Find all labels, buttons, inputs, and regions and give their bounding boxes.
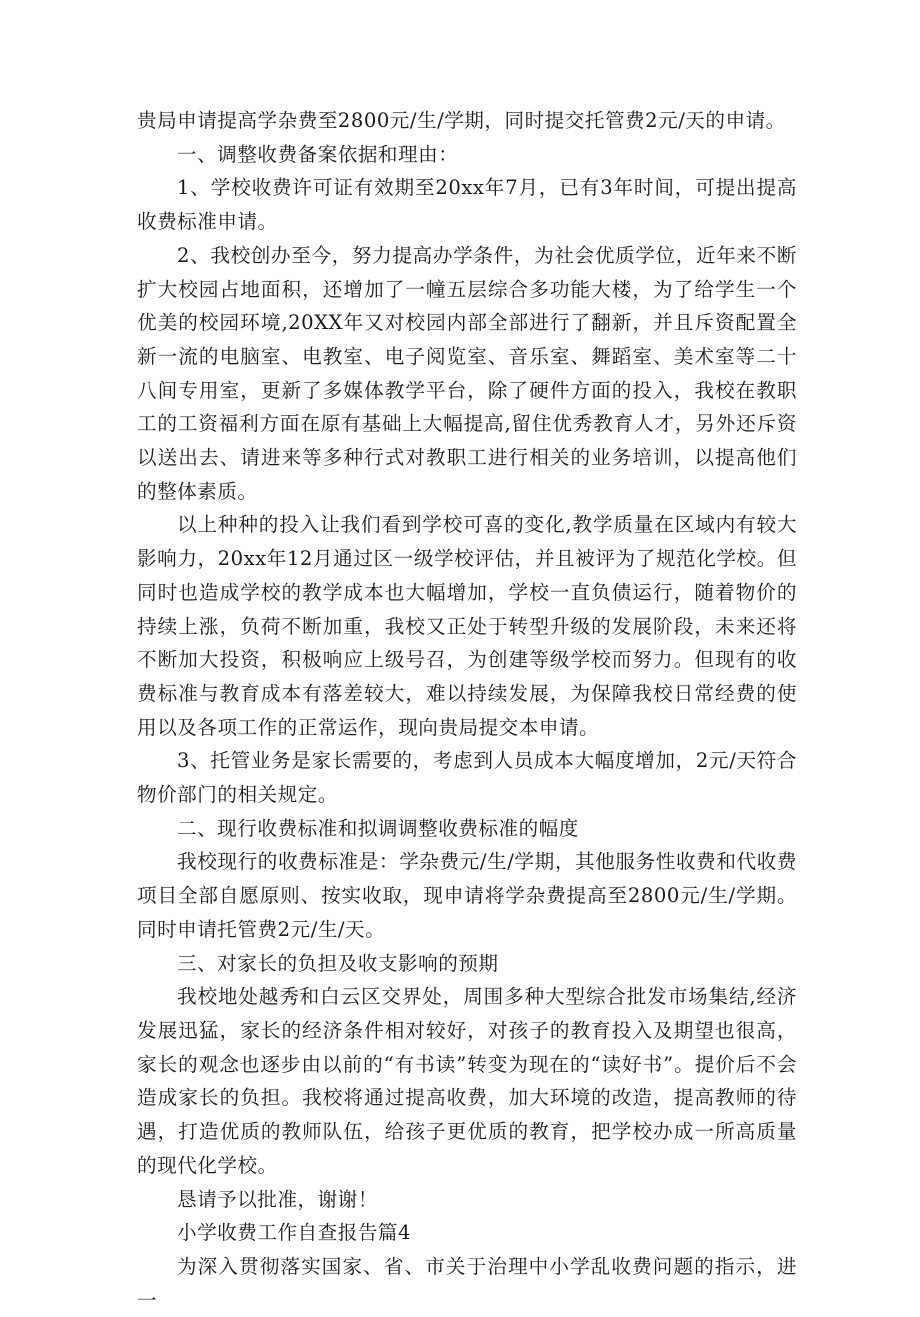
paragraph-current-standard: 我校现行的收费标准是：学杂费元/生/学期，其他服务性收费和代收费项目全部自愿原则、按实收取，现申请将学杂费提高至2800元/生/学期。同时申请托管费2元/生/天。 [137, 850, 797, 941]
paragraph-school-improvements: 2、我校创办至今，努力提高办学条件，为社会优质学位，近年来不断扩大校园占地面积，还增加了一幢五层综合多功能大楼，为了给学生一个优美的校园环境,20XX年又对校园内部全部进行了翻新，并且斥资配置全新一流的电脑室、电教室、电子阅览室、音乐室、舞蹈室、美术室等二十八间专用室，更新了多媒体教学平台，除了硬件方面的投入，我校在教职工的工资福利方面在原有基础上大幅提高,留住优秀教育人才，另外还斥资以送出去、请进来等多种行式对教职工进行相关的业务培训，以提高他们的整体素质。 [137, 243, 797, 503]
section-heading-basis: 一、调整收费备案依据和理由： [177, 142, 459, 166]
report-title-part-4: 小学收费工作自查报告篇4 [177, 1221, 411, 1245]
paragraph-application-summary: 贵局申请提高学杂费至2800元/生/学期，同时提交托管费2元/天的申请。 [137, 109, 786, 132]
paragraph-report-intro: 为深入贯彻落实国家、省、市关于治理中小学乱收费问题的指示，进一 [137, 1254, 797, 1312]
paragraph-parent-burden: 我校地处越秀和白云区交界处，周围多种大型综合批发市场集结,经济发展迅猛，家长的经济条件相对较好，对孩子的教育投入及期望也很高，家长的观念也逐步由以前的“有书读”转变为现在的“读好书”。提价后不会造成家长的负担。我校将通过提高收费，加大环境的改造，提高教师的待遇，打造优质的教师队伍，给孩子更优质的教育，把学校办成一所高质量的现代化学校。 [137, 985, 797, 1177]
paragraph-investment-impact: 以上种种的投入让我们看到学校可喜的变化,教学质量在区域内有较大影响力，20xx年12月通过区一级学校评估，并且被评为了规范化学校。但同时也造成学校的教学成本也大幅增加，学校一直负债运行，随着物价的持续上涨，负荷不断加重，我校又正处于转型升级的发展阶段，未来还将不断加大投资，积极响应上级号召，为创建等级学校而努力。但现有的收费标准与教育成本有落差较大，难以持续发展，为保障我校日常经费的使用以及各项工作的正常运作，现向贵局提交本申请。 [137, 513, 797, 739]
paragraph-custody-service: 3、托管业务是家长需要的，考虑到人员成本大幅度增加，2元/天符合物价部门的相关规定。 [137, 749, 797, 807]
paragraph-request-approval: 恳请予以批准，谢谢！ [177, 1187, 378, 1211]
document-page [137, 104, 797, 1317]
section-heading-parent-burden: 三、对家长的负担及收支影响的预期 [177, 951, 499, 975]
paragraph-license-validity: 1、学校收费许可证有效期至20xx年7月，已有3年时间，可提出提高收费标准申请。 [137, 176, 797, 234]
section-heading-current-standard: 二、现行收费标准和拟调调整收费标准的幅度 [177, 816, 579, 840]
